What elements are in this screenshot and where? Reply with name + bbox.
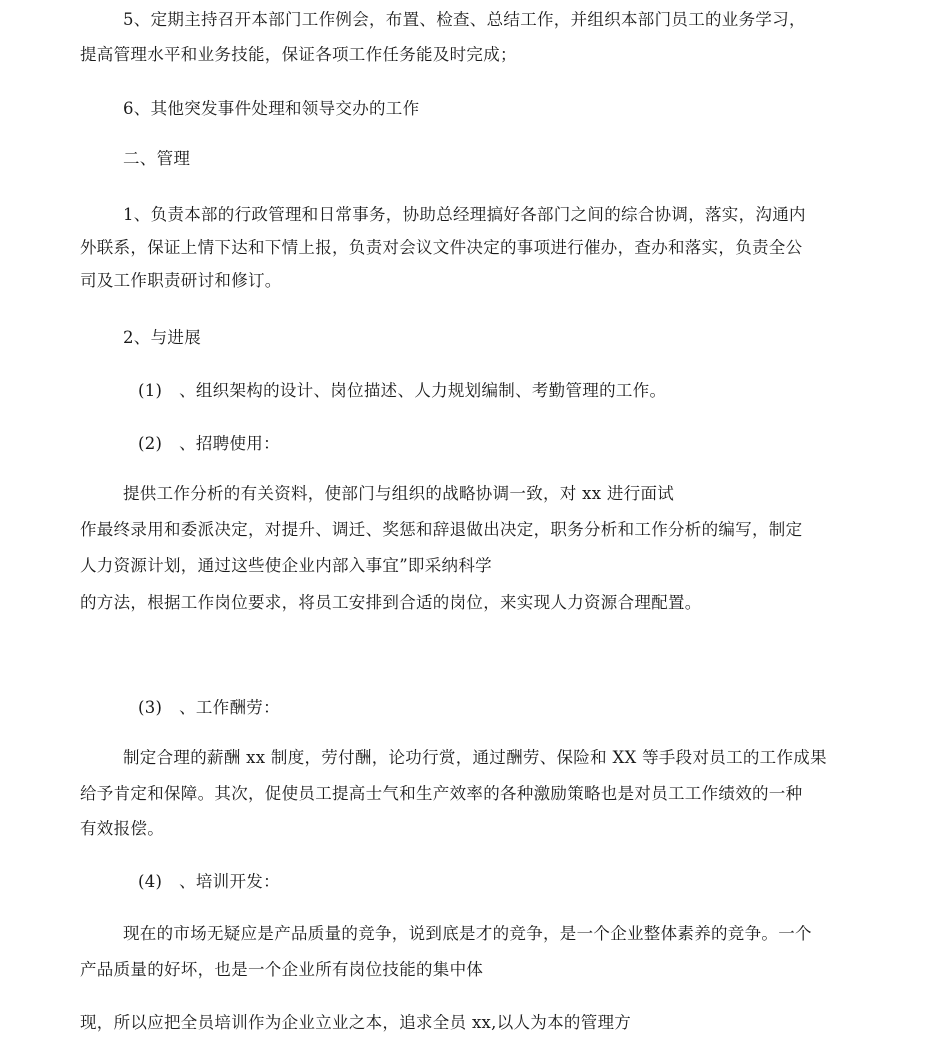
paragraph-1-line-1: 1、负责本部的行政管理和日常事务，协助总经理搞好各部门之间的综合协调，落实，沟通内 (123, 205, 806, 224)
paragraph-5-line-1: 5、定期主持召开本部门工作例会，布置、检查、总结工作，并组织本部门员工的业务学习， (123, 10, 806, 29)
item-3-compensation: (3) 、工作酬劳： (138, 698, 280, 717)
item-1-org-structure: (1) 、组织架构的设计、岗位描述、人力规划编制、考勤管理的工作。 (138, 381, 667, 400)
compensation-line-1: 制定合理的薪酬 xx 制度，劳付酬，论功行赏，通过酬劳、保险和 XX 等手段对员工的工作成果 (123, 748, 827, 767)
paragraph-5-line-2: 提高管理水平和业务技能，保证各项工作任务能及时完成； (80, 45, 517, 64)
compensation-line-3: 有效报偿。 (80, 819, 164, 838)
subheading-2: 2、与进展 (123, 328, 201, 347)
paragraph-1-line-2: 外联系，保证上情下达和下情上报，负责对会议文件决定的事项进行催办，查办和落实，负责全公 (80, 238, 803, 257)
recruitment-line-4: 的方法，根据工作岗位要求，将员工安排到合适的岗位，来实现人力资源合理配置。 (80, 593, 702, 612)
training-line-3: 现，所以应把全员培训作为企业立业之本，追求全员 xx,以人为本的管理方 (80, 1013, 632, 1032)
paragraph-6: 6、其他突发事件处理和领导交办的工作 (123, 99, 420, 118)
training-line-1: 现在的市场无疑应是产品质量的竞争，说到底是才的竞争，是一个企业整体素养的竞争。一个 (123, 924, 812, 943)
paragraph-1-line-3: 司及工作职责研讨和修订。 (80, 271, 282, 290)
item-4-training: (4) 、培训开发： (138, 872, 280, 891)
recruitment-line-3: 人力资源计划，通过这些使企业内部入事宜”即采纳科学 (80, 556, 492, 575)
section-heading-management: 二、管理 (123, 149, 191, 168)
recruitment-line-2: 作最终录用和委派决定，对提升、调迁、奖惩和辞退做出决定，职务分析和工作分析的编写，制定 (80, 520, 803, 539)
item-2-recruitment: (2) 、招聘使用： (138, 434, 280, 453)
recruitment-line-1: 提供工作分析的有关资料，使部门与组织的战略协调一致，对 xx 进行面试 (123, 484, 675, 503)
compensation-line-2: 给予肯定和保障。其次，促使员工提高士气和生产效率的各种激励策略也是对员工工作绩效的一种 (80, 784, 803, 803)
training-line-2: 产品质量的好坏，也是一个企业所有岗位技能的集中体 (80, 960, 484, 979)
